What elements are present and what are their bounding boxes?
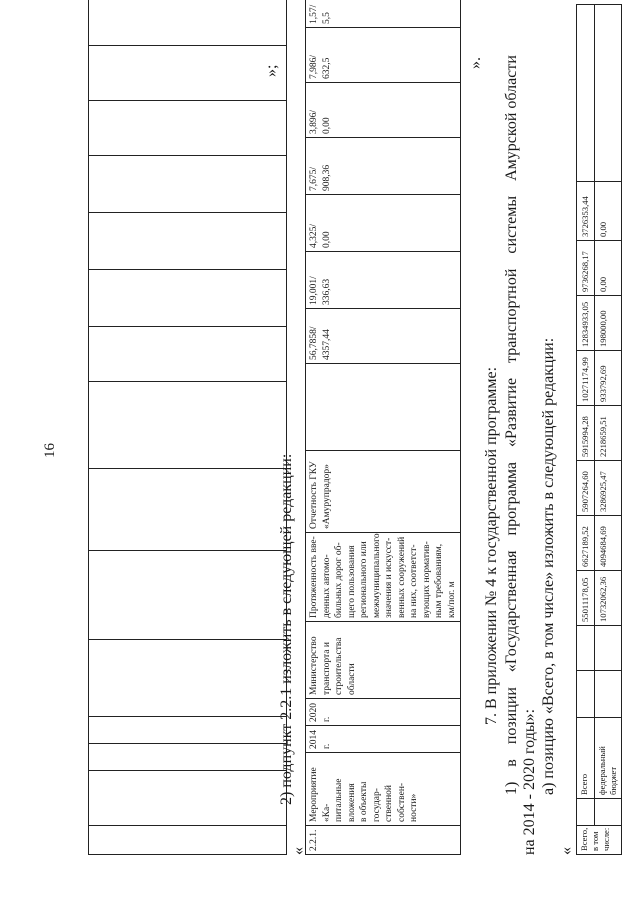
table-row xyxy=(595,5,622,855)
text-fragment: 1) xyxy=(503,781,520,795)
table-cell xyxy=(595,5,622,182)
table-cell xyxy=(89,101,287,156)
cell-end-year: 2020 г. xyxy=(306,699,461,726)
table-cell xyxy=(577,671,595,718)
table-cell xyxy=(595,626,622,671)
opening-quote: « xyxy=(290,847,307,855)
cell-num: 55011178,05 xyxy=(577,571,595,626)
cell-row-label: федеральный бюджет xyxy=(595,718,622,799)
cell-num: 2218659,51 xyxy=(595,406,622,461)
table-2-2-1 xyxy=(305,0,461,855)
table-row xyxy=(577,5,595,855)
cell-num: 0,00 xyxy=(595,182,622,241)
text-fragment: системы xyxy=(503,195,520,254)
table-cell xyxy=(306,364,461,451)
table-cell xyxy=(595,799,622,826)
opening-quote-3: « xyxy=(558,847,575,855)
cell-num: 5915994,28 xyxy=(577,406,595,461)
cell-num: 12834933,05 xyxy=(577,296,595,351)
table-continuation xyxy=(88,0,287,855)
text-fragment: Амурской области xyxy=(503,55,520,181)
table-cell xyxy=(577,626,595,671)
cell-value: 3,896/ 0,00 xyxy=(306,83,461,138)
cell-num: 3726353,44 xyxy=(577,182,595,241)
cell-num: 5907264,60 xyxy=(577,461,595,516)
table-total xyxy=(576,4,622,855)
cell-num: 6627189,52 xyxy=(577,516,595,571)
cell-num: 9736268,17 xyxy=(577,241,595,296)
text-fragment: «Развитие xyxy=(503,377,520,448)
cell-indicator: Протяженность вве- денных автомо- бильных дорог об- щего пользования регионального или межмуниципального значения и искусст- венных сооружений на них, соответст- вующих норматив- ным требованиям, км/пог. м xyxy=(306,533,461,622)
table-cell xyxy=(577,5,595,182)
table-cell xyxy=(89,46,287,101)
cell-row-label: Всего xyxy=(577,718,595,799)
table-cell xyxy=(89,717,287,744)
cell-value: 4,325/ 0,00 xyxy=(306,195,461,252)
cell-value: 7,675/ 908,36 xyxy=(306,138,461,195)
cell-num: 3286925,47 xyxy=(595,461,622,516)
table-cell xyxy=(89,640,287,717)
table-cell xyxy=(89,327,287,382)
cell-value: 19,001/ 336,63 xyxy=(306,252,461,309)
cell-num: 10271174,99 xyxy=(577,351,595,406)
paragraph-7-1 xyxy=(503,55,521,795)
text-fragment: позиции xyxy=(503,687,520,745)
cell-num: 4094684,69 xyxy=(595,516,622,571)
table-row xyxy=(306,0,461,855)
table-cell xyxy=(89,744,287,771)
cell-total-label: Всего, в том числе: xyxy=(577,826,622,855)
table-cell xyxy=(89,771,287,826)
table-cell xyxy=(577,799,595,826)
page-number: 16 xyxy=(42,443,58,458)
cell-executor: Министерство транспорта и строительства области xyxy=(306,622,461,699)
cell-num: 933792,69 xyxy=(595,351,622,406)
table-cell xyxy=(595,671,622,718)
table-cell xyxy=(89,551,287,640)
cell-source: Отчетность ГКУ «Амурупрадор» xyxy=(306,451,461,533)
cell-num: 0,00 xyxy=(595,241,622,296)
table-row xyxy=(89,0,287,855)
closing-quote: »; xyxy=(263,64,280,77)
table-cell xyxy=(89,156,287,213)
cell-value: 56,7858/ 4357,44 xyxy=(306,309,461,364)
text-fragment: «Государственная xyxy=(503,550,520,673)
cell-num: 10732062,36 xyxy=(595,571,622,626)
cell-number: 2.2.1. xyxy=(306,826,461,855)
paragraph-7-1-cont: на 2014 - 2020 годы»: xyxy=(521,708,538,855)
closing-quote-2: ». xyxy=(467,57,484,69)
text-fragment: в xyxy=(503,759,520,767)
paragraph-7: 7. В приложении № 4 к государственной программе: xyxy=(483,366,500,725)
paragraph-2: 2) подпункт 2.2.1 изложить в следующей редакции: xyxy=(278,453,295,805)
text-fragment: транспортной xyxy=(503,268,520,363)
cell-value: 1,57/ 5,5 xyxy=(306,0,461,28)
table-cell xyxy=(89,826,287,855)
table-cell xyxy=(89,270,287,327)
table-cell xyxy=(89,213,287,270)
cell-start-year: 2014 г. xyxy=(306,726,461,753)
table-cell xyxy=(89,382,287,469)
table-cell xyxy=(89,0,287,46)
cell-value: 7,986/ 632,5 xyxy=(306,28,461,83)
paragraph-7-a: а) позицию «Всего, в том числе» изложить в следующей редакции: xyxy=(540,337,557,795)
table-cell xyxy=(89,469,287,551)
text-fragment: программа xyxy=(503,462,520,536)
cell-measure: Мероприятие «Ка- питальные вложения в объекты государ- ственной собствен- ности» xyxy=(306,753,461,826)
cell-num: 198000,00 xyxy=(595,296,622,351)
